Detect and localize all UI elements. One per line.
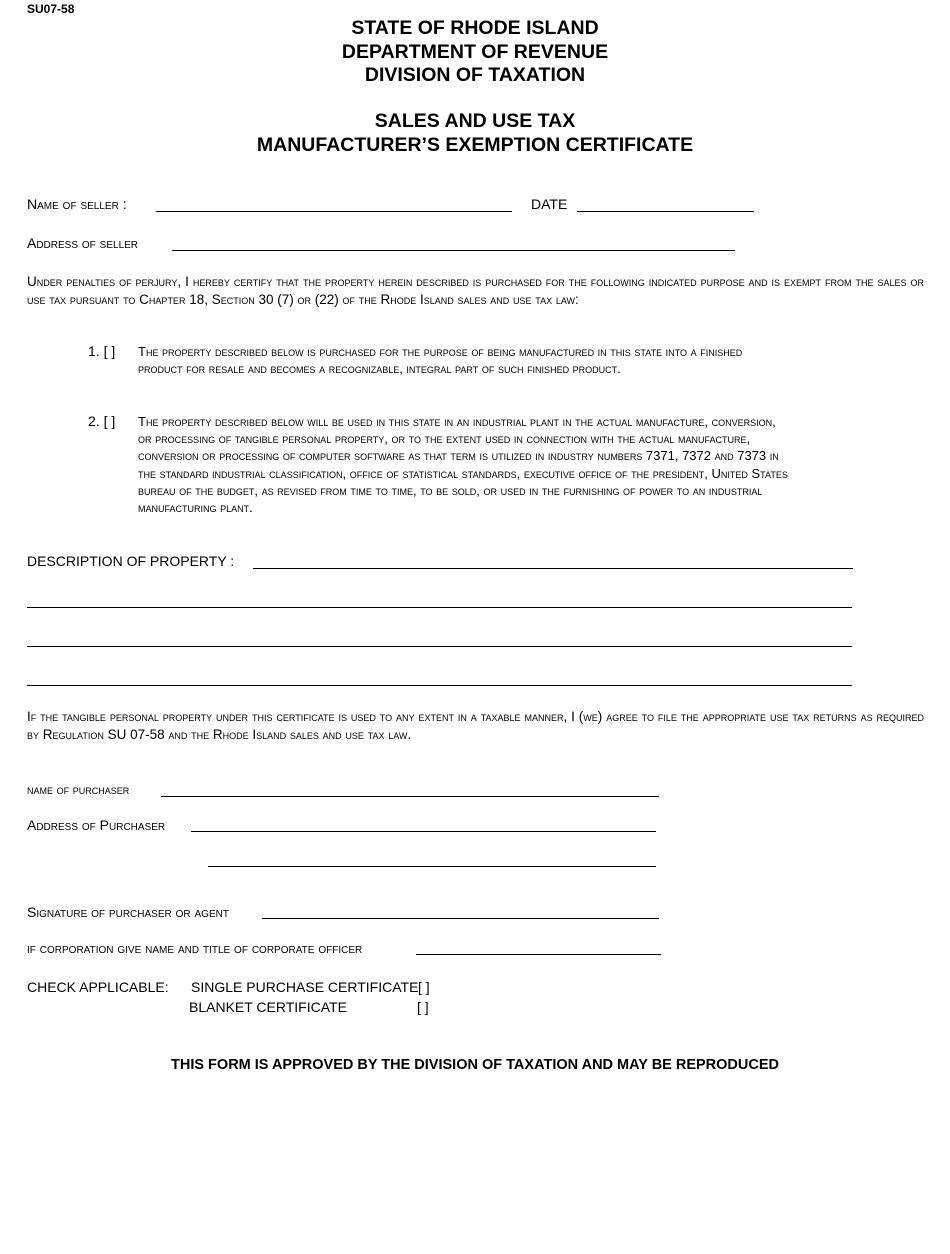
purchaser-address-field-line2[interactable] [208, 866, 656, 867]
use-tax-statement: If the tangible personal property under this certificate is used to any extent in a taxable manner, I (we) agree to file the appropriate use tax returns as required by Regulation SU 07-58 and the Rhode Island sales and use tax law. [27, 709, 924, 742]
option-1 [88, 343, 788, 377]
date-field[interactable] [577, 211, 754, 212]
form-code: SU07-58 [27, 2, 75, 16]
agency-header [0, 17, 950, 88]
signature-label: Signature of purchaser or agent [27, 904, 229, 920]
state-name: STATE OF RHODE ISLAND [351, 17, 599, 39]
purchaser-address-field-line1[interactable] [191, 831, 656, 832]
purchaser-name-label: name of purchaser [27, 782, 130, 797]
option-1-checkbox[interactable]: 1. [ ] [88, 343, 116, 359]
description-field-line1[interactable] [253, 568, 853, 569]
form-title-line1: SALES AND USE TAX [374, 110, 576, 132]
description-label: DESCRIPTION OF PROPERTY : [27, 553, 235, 569]
form-title [0, 110, 950, 157]
option-1-text: The property described below is purchased for the purpose of being manufactured in this state into a finished product for resale and becomes a recognizable, integral part of such finished product. [138, 344, 743, 377]
seller-address-label: Address of seller [27, 235, 139, 251]
description-field-line2[interactable] [27, 607, 852, 608]
blanket-certificate-label: BLANKET CERTIFICATE [189, 999, 347, 1015]
purchaser-name-field[interactable] [161, 796, 659, 797]
description-field-line3[interactable] [27, 646, 852, 647]
option-2-checkbox[interactable]: 2. [ ] [88, 413, 116, 429]
certification-statement: Under penalties of perjury, I hereby certify that the property herein described is purchased for the following indicated purpose and is exempt from the sales or use tax pursuant to Chapter 18, Section 30 (7) or (22) of the Rhode Island sales and use tax law: [27, 274, 924, 307]
blanket-certificate-checkbox[interactable]: [ ] [417, 999, 429, 1015]
corporate-officer-label: if corporation give name and title of corporate officer [27, 940, 363, 956]
option-2-text: The property described below will be used in this state in an industrial plant in the actual manufacture, conversion, or processing of tangible personal property, or to the extent used in connection with the actual manufacture, conversion or processing of computer software as that term is utilized in industry numbers 7371, 7372 and 7373 in the standard industrial classification, office of statistical standards, executive office of the president, United States bureau of the budget, as revised from time to time, to be sold, or used in the furnishing of power to an industrial manufacturing plant. [138, 414, 788, 516]
seller-name-field[interactable] [156, 211, 512, 212]
seller-name-label: Name of seller : [27, 196, 127, 212]
single-purchase-checkbox[interactable]: [ ] [418, 979, 430, 995]
single-purchase-label: SINGLE PURCHASE CERTIFICATE [191, 979, 419, 995]
form-title-line2: MANUFACTURER’S EXEMPTION CERTIFICATE [256, 133, 694, 156]
corporate-officer-field[interactable] [416, 954, 661, 955]
date-label: DATE [531, 196, 568, 212]
division-name: DIVISION OF TAXATION [364, 64, 586, 86]
department-name: DEPARTMENT OF REVENUE [341, 40, 609, 63]
check-applicable-label: CHECK APPLICABLE: [27, 979, 169, 995]
purchaser-address-label: Address of Purchaser [27, 817, 166, 833]
approval-footer: THIS FORM IS APPROVED BY THE DIVISION OF TAXATION AND MAY BE REPRODUCED [171, 1057, 779, 1073]
signature-field[interactable] [262, 918, 659, 919]
option-2 [88, 413, 788, 516]
description-field-line4[interactable] [27, 685, 852, 686]
seller-address-field[interactable] [172, 250, 735, 251]
